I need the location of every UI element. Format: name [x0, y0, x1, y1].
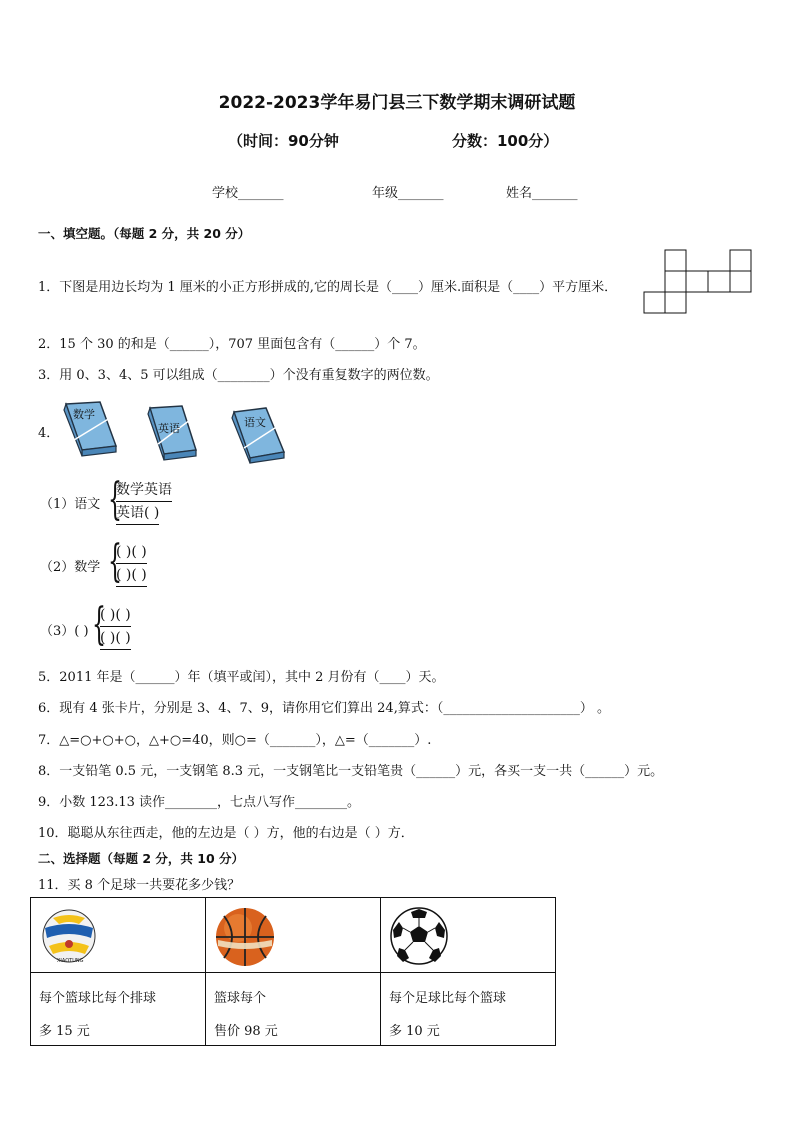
question-2: 2．15 个 30 的和是（______），707 里面包含有（______）个 7。: [38, 337, 426, 352]
question-8: 8．一支铅笔 0.5 元，一支钢笔 8.3 元，一支钢笔比一支铅笔贵（______）元，各买一支一共（______）元。: [38, 764, 664, 779]
q4-part2-option-1: ( )( ): [116, 541, 147, 564]
football-price-cell: [381, 973, 556, 1046]
question-7: 7．△=○+○+○，△+○=40，则○=（_______），△=（_______）.: [38, 733, 432, 748]
question-4: 4．: [38, 426, 60, 441]
chinese-book-icon: [230, 406, 290, 464]
volleyball-cell: [31, 898, 206, 973]
name-field: 姓名_______: [506, 186, 578, 201]
football-info-line2: 多 10 元: [389, 1024, 440, 1039]
q4-part3-option-1: ( )( ): [100, 604, 131, 627]
volleyball-info-line1: 每个篮球比每个排球: [39, 991, 157, 1006]
question-6: 6．现有 4 张卡片，分别是 3、4、7、9，请你用它们算出 24,算式：（_____________________） 。: [38, 701, 610, 716]
question-5: 5．2011 年是（______）年（填平或闰），其中 2 月份有（____）天。: [38, 670, 445, 685]
grade-field: 年级_______: [372, 186, 444, 201]
page-title: 2022-2023学年易门县三下数学期末调研试题: [218, 93, 576, 113]
q4-part3-brace: {: [92, 599, 106, 650]
basketball-cell: [206, 898, 381, 973]
volleyball-info-line2: 多 15 元: [39, 1024, 90, 1039]
book-label-english: 英语: [158, 422, 180, 435]
q4-part1-options: [116, 479, 172, 525]
section1-heading: 一、填空题。（每题 2 分，共 20 分）: [38, 226, 251, 241]
basketball-info-line1: 篮球每个: [214, 991, 267, 1006]
q4-part3-options: [100, 604, 131, 650]
q4-part2-option-2: ( )( ): [116, 564, 147, 587]
book-label-math: 数学: [73, 408, 95, 421]
english-book-icon: [146, 404, 200, 462]
football-icon: [389, 906, 449, 966]
school-field: 学校_______: [212, 186, 284, 201]
volleyball-brand-text: XIAOTUNG: [57, 958, 84, 964]
q4-part2-options: [116, 541, 147, 587]
math-book-icon: [60, 400, 120, 460]
question-9: 9．小数 123.13 读作________，七点八写作________。: [38, 795, 361, 810]
q4-part1-brace: {: [108, 474, 122, 525]
football-cell: [381, 898, 556, 973]
square-grid-figure: [642, 249, 754, 315]
exam-score: 分数：100分）: [452, 132, 559, 150]
question-1: 1．下图是用边长均为 1 厘米的小正方形拼成的,它的周长是（____）厘米.面积是（____）平方厘米．: [38, 280, 618, 295]
volleyball-price-cell: [31, 973, 206, 1046]
section2-heading: 二、选择题（每题 2 分，共 10 分）: [38, 851, 245, 866]
question-3: 3．用 0、3、4、5 可以组成（________）个没有重复数字的两位数。: [38, 368, 439, 383]
q4-part3-option-2: ( )( ): [100, 627, 131, 650]
volleyball-icon: [39, 906, 99, 966]
basketball-price-cell: [206, 973, 381, 1046]
q4-part1-option-1: 数学英语: [116, 479, 172, 502]
q4-part3-label: （3）( ): [40, 624, 89, 639]
question-10: 10．聪聪从东往西走，他的左边是（ ）方，他的右边是（ ）方．: [38, 826, 414, 841]
q4-part1-option-2: 英语( ): [116, 502, 159, 525]
question-11: 11．买 8 个足球一共要花多少钱？: [38, 878, 241, 893]
exam-time: （时间：90分钟: [228, 132, 339, 150]
football-info-line1: 每个足球比每个篮球: [389, 991, 507, 1006]
q4-part2-label: （2）数学: [40, 560, 101, 575]
q4-part1-label: （1）语文: [40, 497, 101, 512]
basketball-icon: [214, 906, 276, 968]
book-label-chinese: 语文: [244, 416, 266, 429]
ball-price-table: [30, 897, 556, 1046]
q4-part2-brace: {: [108, 536, 122, 587]
basketball-info-line2: 售价 98 元: [214, 1024, 278, 1039]
